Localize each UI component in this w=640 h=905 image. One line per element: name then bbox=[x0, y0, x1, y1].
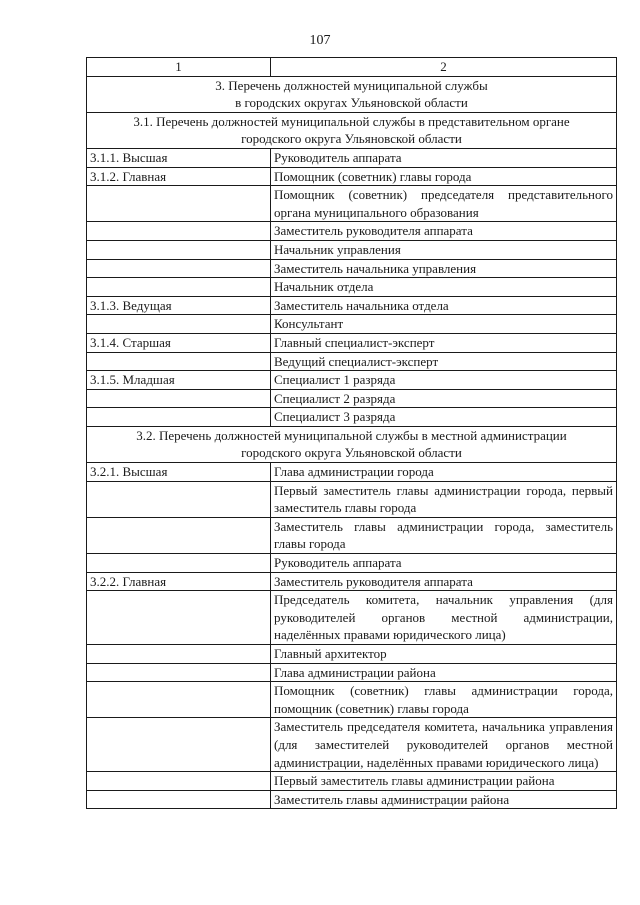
table-row bbox=[87, 186, 617, 222]
table-row bbox=[87, 389, 617, 408]
table-row bbox=[87, 296, 617, 315]
position-title-cell: Руководитель аппарата bbox=[271, 148, 617, 167]
service-level-cell-continued bbox=[87, 389, 271, 408]
service-level-cell: 3.1.1. Высшая bbox=[87, 148, 271, 167]
table-row bbox=[87, 572, 617, 591]
service-level-cell-continued bbox=[87, 790, 271, 809]
table-row bbox=[87, 481, 617, 517]
service-level-cell-continued bbox=[87, 352, 271, 371]
table-row bbox=[87, 240, 617, 259]
table-row bbox=[87, 408, 617, 427]
table-row bbox=[87, 591, 617, 645]
table-row bbox=[87, 663, 617, 682]
service-level-cell-continued bbox=[87, 240, 271, 259]
position-title-cell: Начальник управления bbox=[271, 240, 617, 259]
position-title-cell: Помощник (советник) главы администрации города, помощник (советник) главы города bbox=[271, 682, 617, 718]
position-title-cell: Заместитель главы администрации района bbox=[271, 790, 617, 809]
column-number-row bbox=[87, 58, 617, 77]
service-level-cell-continued bbox=[87, 591, 271, 645]
service-level-cell: 3.1.4. Старшая bbox=[87, 333, 271, 352]
positions-table bbox=[86, 57, 617, 809]
position-title-cell: Помощник (советник) главы города bbox=[271, 167, 617, 186]
subsection-3-2-heading: 3.2. Перечень должностей муниципальной службы в местной администрации городского округа Ульяновской области bbox=[87, 426, 617, 462]
page-number: 107 bbox=[309, 33, 331, 48]
service-level-cell-continued bbox=[87, 315, 271, 334]
position-title-cell: Заместитель начальника отдела bbox=[271, 296, 617, 315]
position-title-cell: Заместитель председателя комитета, начальника управления (для заместителей руководителей органов местной администрации, наделённых правами юридического лица) bbox=[271, 718, 617, 772]
position-title-cell: Ведущий специалист-эксперт bbox=[271, 352, 617, 371]
table-row bbox=[87, 148, 617, 167]
section-heading-row bbox=[87, 76, 617, 112]
position-title-cell: Первый заместитель главы администрации города, первый заместитель главы города bbox=[271, 481, 617, 517]
service-level-cell-continued bbox=[87, 772, 271, 791]
service-level-cell-continued bbox=[87, 663, 271, 682]
subsection-3-2-heading-row bbox=[87, 426, 617, 462]
table-row bbox=[87, 790, 617, 809]
service-level-cell-continued bbox=[87, 682, 271, 718]
table-row bbox=[87, 718, 617, 772]
position-title-cell: Заместитель начальника управления bbox=[271, 259, 617, 278]
subsection-3-1-heading: 3.1. Перечень должностей муниципальной службы в представительном органе городского округа Ульяновской области bbox=[87, 112, 617, 148]
service-level-cell-continued bbox=[87, 718, 271, 772]
position-title-cell: Помощник (советник) председателя представительного органа муниципального образования bbox=[271, 186, 617, 222]
column-number-2: 2 bbox=[271, 58, 617, 77]
positions-table-body bbox=[87, 58, 617, 809]
table-row bbox=[87, 371, 617, 390]
position-title-cell: Консультант bbox=[271, 315, 617, 334]
position-title-cell: Заместитель главы администрации города, заместитель главы города bbox=[271, 517, 617, 553]
position-title-cell: Специалист 3 разряда bbox=[271, 408, 617, 427]
service-level-cell-continued bbox=[87, 278, 271, 297]
service-level-cell: 3.2.2. Главная bbox=[87, 572, 271, 591]
table-row bbox=[87, 167, 617, 186]
service-level-cell-continued bbox=[87, 481, 271, 517]
service-level-cell-continued bbox=[87, 517, 271, 553]
service-level-cell: 3.2.1. Высшая bbox=[87, 463, 271, 482]
table-row bbox=[87, 333, 617, 352]
table-row bbox=[87, 463, 617, 482]
position-title-cell: Первый заместитель главы администрации района bbox=[271, 772, 617, 791]
position-title-cell: Руководитель аппарата bbox=[271, 554, 617, 573]
service-level-cell: 3.1.3. Ведущая bbox=[87, 296, 271, 315]
table-row bbox=[87, 645, 617, 664]
table-row bbox=[87, 682, 617, 718]
table-row bbox=[87, 278, 617, 297]
service-level-cell-continued bbox=[87, 408, 271, 427]
service-level-cell-continued bbox=[87, 186, 271, 222]
service-level-cell-continued bbox=[87, 554, 271, 573]
table-row bbox=[87, 517, 617, 553]
table-row bbox=[87, 352, 617, 371]
position-title-cell: Председатель комитета, начальник управления (для руководителей органов местной администрации, наделённых правами юридического лица) bbox=[271, 591, 617, 645]
position-title-cell: Заместитель руководителя аппарата bbox=[271, 572, 617, 591]
position-title-cell: Глава администрации города bbox=[271, 463, 617, 482]
position-title-cell: Главный архитектор bbox=[271, 645, 617, 664]
table-row bbox=[87, 554, 617, 573]
position-title-cell: Глава администрации района bbox=[271, 663, 617, 682]
position-title-cell: Главный специалист-эксперт bbox=[271, 333, 617, 352]
subsection-3-1-heading-row bbox=[87, 112, 617, 148]
position-title-cell: Начальник отдела bbox=[271, 278, 617, 297]
service-level-cell-continued bbox=[87, 259, 271, 278]
position-title-cell: Заместитель руководителя аппарата bbox=[271, 222, 617, 241]
column-number-1: 1 bbox=[87, 58, 271, 77]
section-3-heading: 3. Перечень должностей муниципальной службы в городских округах Ульяновской области bbox=[87, 76, 617, 112]
table-row bbox=[87, 222, 617, 241]
service-level-cell: 3.1.2. Главная bbox=[87, 167, 271, 186]
position-title-cell: Специалист 2 разряда bbox=[271, 389, 617, 408]
position-title-cell: Специалист 1 разряда bbox=[271, 371, 617, 390]
service-level-cell-continued bbox=[87, 222, 271, 241]
table-row bbox=[87, 772, 617, 791]
table-row bbox=[87, 259, 617, 278]
table-row bbox=[87, 315, 617, 334]
service-level-cell: 3.1.5. Младшая bbox=[87, 371, 271, 390]
service-level-cell-continued bbox=[87, 645, 271, 664]
